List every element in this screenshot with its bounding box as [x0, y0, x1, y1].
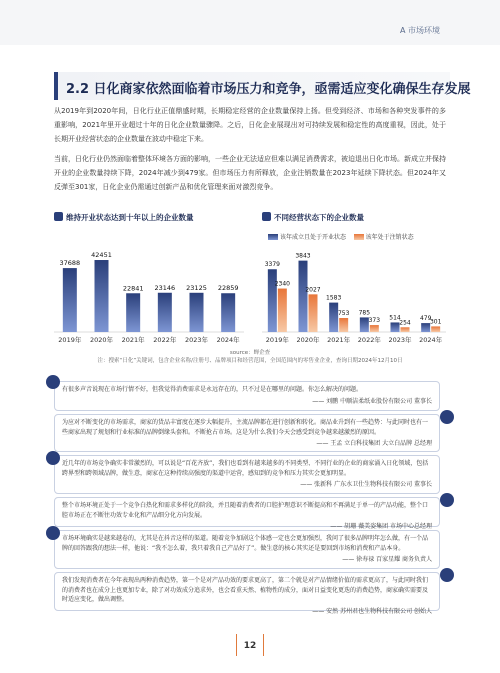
- avatar: [440, 410, 454, 424]
- bar: [431, 326, 440, 332]
- tick-label: 2019年: [265, 336, 289, 344]
- quote-source: —— 安然 苏州君也生物科技有限公司 创始人: [312, 607, 432, 615]
- quote-text: 近几年的市场竞争确实非常激烈的，可以说是“百花齐放”，我们也看到有越来越多的不同类型、不同行业的企业的商家涌入日化领域，包括跨界型和跨领域品牌，做生意，商家在这种持续高强度的渠道中运营，感知到的竞争和压力其实会更加明显。: [62, 460, 429, 477]
- data-label: 23146: [154, 283, 176, 292]
- section-title: 2.2 日化商家依然面临着市场压力和竞争，亟需适应变化确保生存发展: [66, 82, 471, 97]
- quote-source: —— 徐寿禄 百家星耀 商务负责人: [342, 556, 432, 563]
- quote-4: [54, 497, 440, 530]
- tick-label: 2020年: [89, 336, 114, 344]
- quote-text: 整个市场环境正处于一个竞争白热化和需求多样化的阶段，并且随着消费者的口腔护理意识不断提高和不再满足于单一的产品功能，整个口腔市场正在不断往功效专业化和产品细分化方向发展。: [62, 502, 429, 519]
- avatar: [46, 526, 60, 540]
- bar: [360, 317, 369, 332]
- quote-text: 市场环境确实是越来越卷的，尤其是在抖音这样的渠道。随着竞争加剧这个体感一定也会更加强烈，我问了很多品牌明年怎么做，有一个品牌的回答跟我的想法一样，他说：“我不怎么着，我只着我自己产品好了”。做生意的核心其实还是要回到市场和消费和产品本身。: [62, 535, 429, 552]
- chart-icon: [262, 212, 271, 221]
- tick-label: 2023年: [184, 336, 209, 344]
- avatar: [440, 493, 454, 507]
- data-label: 22859: [217, 284, 239, 293]
- quote-text: 有很多声音说现在市场行情不好，但我觉得消费需求是永远存在的，只不过是在哪里的问题。你怎么解决的问题。: [62, 386, 363, 393]
- quote-2: [54, 414, 440, 452]
- quote-text: 我们发现消费者在今年表现出两种消费趋势，第一个是对产品功效的要求更高了，第二个就是对产品情绪价值的需求更高了，与此同时我们的消费者也在成分上也更加专业，除了对功效成分追求外，也会看重天然、植物性的成分，面对日益变化更迭的消费趋势，商家确实需要及时适应变化，做出调整。: [62, 577, 429, 603]
- bar: [309, 294, 318, 332]
- avatar: [46, 375, 60, 389]
- bar: [391, 322, 400, 332]
- data-label: 3379: [264, 261, 280, 269]
- bar: [221, 293, 235, 332]
- quote-3: [54, 455, 440, 494]
- data-label: 22841: [122, 284, 144, 293]
- quote-source: —— 王孟 立白科技集团 大立白品牌 总经理: [316, 440, 432, 447]
- legend-label-open: 该年成立且处于开业状态: [280, 234, 347, 241]
- chart-right: [262, 240, 446, 348]
- data-label: 785: [358, 309, 371, 317]
- data-label: 514: [389, 314, 401, 322]
- tick-label: 2024年: [419, 336, 443, 344]
- data-label: 23125: [186, 283, 207, 292]
- chart-note: 注：搜索“日化”关键词，包含企业名称/注册号、品牌项目和经营范围，全国范围内的零售业企业，查询日期2024年12月10日: [97, 358, 403, 364]
- tick-label: 2019年: [58, 336, 82, 344]
- bar: [421, 323, 430, 332]
- bar: [278, 289, 287, 332]
- data-label: 301: [429, 318, 442, 326]
- quote-5: [54, 530, 440, 569]
- bar: [370, 325, 379, 332]
- data-label: 37688: [59, 259, 81, 268]
- data-label: 3843: [295, 252, 311, 260]
- source-line: source：蝉企查: [229, 350, 271, 356]
- page-header: [0, 0, 500, 45]
- quote-source: —— 胡珊 薇美姿集团 市场中心总经理: [330, 523, 432, 530]
- tick-label: 2021年: [121, 336, 145, 344]
- tick-label: 2023年: [388, 336, 412, 344]
- section-title-bar: [54, 72, 471, 100]
- bar: [126, 293, 140, 332]
- bar: [158, 293, 172, 332]
- data-label: 1583: [326, 294, 342, 302]
- data-label: 479: [419, 315, 432, 323]
- quote-1: [54, 381, 440, 411]
- paragraph-1: 从2019年到2020年间，日化行业正值鼎盛时期，长期稳定经营的企业数量保持上扬。但受到经济、市场和各种突发事件的多重影响，2021年里开业超过十年的日化企业数量骤降。之后，日化企业展现出对可持续发展和稳定性的高度重视，因此，处于长期开业经营状态的企业数量在波动中稳定下来。: [54, 107, 446, 143]
- quote-text: 为应对不断变化的市场需求，商家的货品丰富度在逐步大幅提升，主流品牌都在进行创新和转化。商品业升到有一些趋势：与此同时也有一些商家出现了规划和行业标准的品牌倒缘头套和。不断抢占市场。这是为什么我们今天会感受到竞争越来越激烈的原因。: [62, 419, 429, 436]
- chart-icon: [54, 212, 63, 221]
- bar: [268, 269, 277, 332]
- data-label: 373: [368, 317, 381, 325]
- quote-source: —— 张新科 广东水卫仕生物科技有限公司 董事长: [300, 481, 432, 488]
- data-label: 254: [399, 319, 411, 327]
- quote-6: [54, 572, 440, 615]
- paragraph-2: 当前，日化行业仍然面临着整体环境各方面的影响，一些企业无法适应但难以满足消费需求，被迫退出日化市场。新成立并保持开业的企业数量持续下降，2024年减少到479家。但市场压力有所释放，企业注销数量在2023年延续下降状态。但2024年又反弹至301家，日化企业仍需通过创新产品和优化管理来面对激烈竞争。: [54, 155, 446, 191]
- avatar: [46, 451, 60, 465]
- data-label: 42451: [91, 251, 112, 260]
- bar: [299, 261, 308, 332]
- quote-source: —— 刘鹏 中顺洁柔纸业股份有限公司 董事长: [312, 397, 432, 405]
- tick-label: 2024年: [216, 336, 240, 344]
- header-section-label: A 市场环境: [399, 26, 440, 35]
- tick-label: 2021年: [327, 336, 351, 344]
- page-number: 12: [243, 641, 257, 651]
- data-label: 753: [337, 310, 350, 318]
- legend-label-closed: 该年处于注销状态: [365, 234, 414, 241]
- bar: [401, 327, 410, 332]
- bar: [95, 260, 109, 332]
- tick-label: 2022年: [357, 336, 381, 344]
- data-label: 2027: [305, 286, 321, 294]
- tick-label: 2022年: [153, 336, 177, 344]
- tick-label: 2020年: [296, 336, 320, 344]
- bar: [339, 318, 348, 332]
- bar: [329, 303, 338, 332]
- data-label: 2340: [274, 280, 290, 288]
- chart-left-title: 维持开业状态达到十年以上的企业数量: [66, 213, 194, 222]
- avatar: [440, 568, 454, 582]
- bar: [63, 268, 77, 332]
- chart-left: [54, 240, 244, 348]
- chart-right-title: 不同经营状态下的企业数量: [274, 213, 364, 222]
- chart-left-heading: [54, 212, 194, 228]
- chart-right-heading: [262, 212, 364, 228]
- bar: [190, 293, 204, 332]
